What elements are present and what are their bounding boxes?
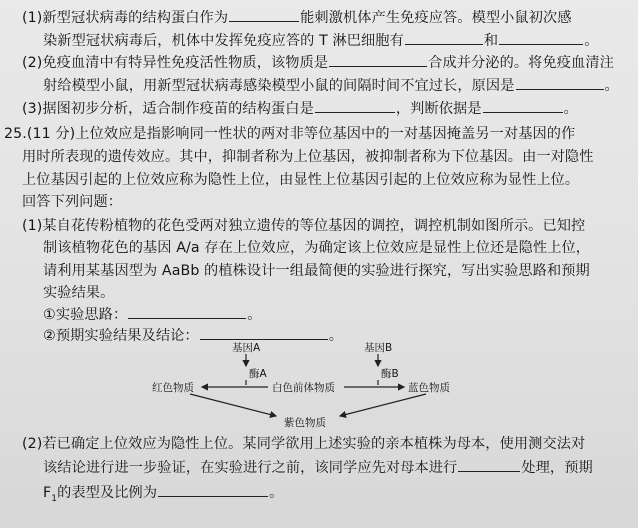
answer-blank[interactable] xyxy=(516,88,604,90)
q24-part1-line1: (1)新型冠状病毒的结构蛋白作为 能刺激机体产生免疫应答。模型小鼠初次感 xyxy=(22,10,572,26)
gene-b-label: 基因B xyxy=(364,342,393,354)
q25-sub1-line3: 请利用某基因型为 AaBb 的植株设计一组最简便的实验进行探究，写出实验思路和预期 xyxy=(43,263,590,279)
answer-blank[interactable] xyxy=(405,43,483,45)
white-precursor-label: 白色前体物质 xyxy=(272,382,335,394)
q25-intro-line3: 上位基因引起的上位效应称为隐性上位，由显性上位基因引起的上位效应称为显性上位。 xyxy=(22,172,580,188)
enzyme-b-label: 酶B xyxy=(381,368,399,380)
red-to-purple-arrow xyxy=(190,394,276,416)
gene-a-label: 基因A xyxy=(232,342,261,354)
q24-part2-line1: (2)免疫血清中有特异性免疫活性物质，该物质是 合成并分泌的。将免疫血清注 xyxy=(22,55,614,71)
answer-blank[interactable] xyxy=(315,111,395,113)
answer-blank[interactable] xyxy=(229,20,299,22)
q25-expected-result: ②预期实验结果及结论： 。 xyxy=(43,328,343,344)
q25-sub1-line4: 实验结果。 xyxy=(43,285,115,301)
q25-experiment-idea: ①实验思路： 。 xyxy=(43,307,262,323)
blue-substance-label: 蓝色物质 xyxy=(408,382,450,394)
answer-blank[interactable] xyxy=(499,43,583,45)
q25-intro-line2: 用时所表现的遗传效应。其中，抑制者称为上位基因，被抑制者称为下位基因。由一对隐性 xyxy=(22,149,594,165)
answer-blank[interactable] xyxy=(128,317,246,319)
red-substance-label: 红色物质 xyxy=(152,382,194,394)
q25-intro-line4: 回答下列问题： xyxy=(22,194,123,210)
q24-part1-line2: 染新型冠状病毒后，机体中发挥免疫应答的 T 淋巴细胞有 和 。 xyxy=(43,33,599,49)
enzyme-a-label: 酶A xyxy=(249,368,267,380)
answer-blank[interactable] xyxy=(158,495,268,497)
answer-blank[interactable] xyxy=(483,111,563,113)
q25-intro-line1: 25.(11 分)上位效应是指影响同一性状的两对非等位基因中的一对基因掩盖另一对基因的作 xyxy=(4,126,576,142)
q24-part3-line1: (3)据图初步分析，适合制作疫苗的结构蛋白是 ，判断依据是 。 xyxy=(22,101,578,117)
q25-sub2-line1: (2)若已确定上位效应为隐性上位。某同学欲用上述实验的亲本植株为母本，使用测交法对 xyxy=(22,436,586,452)
q25-sub2-line2: 该结论进行进一步验证，在实验进行之前，该同学应先对母本进行 处理，预期 xyxy=(43,460,593,476)
purple-substance-label: 紫色物质 xyxy=(284,417,326,429)
q25-sub2-line3: $F_1$的表型及比例为 。 xyxy=(43,485,284,504)
answer-blank[interactable] xyxy=(329,65,427,67)
answer-blank[interactable] xyxy=(458,470,520,472)
flower-color-regulation-diagram xyxy=(150,338,460,430)
q24-part2-line2: 射给模型小鼠，用新型冠状病毒感染模型小鼠的间隔时间不宜过长，原因是 。 xyxy=(43,78,619,94)
q25-sub1-line1: (1)某自花传粉植物的花色受两对独立遗传的等位基因的调控，调控机制如图所示。已知控 xyxy=(22,218,586,234)
q25-sub1-line2: 制该植物花色的基因 A/a 存在上位效应，为确定该上位效应是显性上位还是隐性上位， xyxy=(43,240,591,256)
blue-to-purple-arrow xyxy=(340,394,426,416)
